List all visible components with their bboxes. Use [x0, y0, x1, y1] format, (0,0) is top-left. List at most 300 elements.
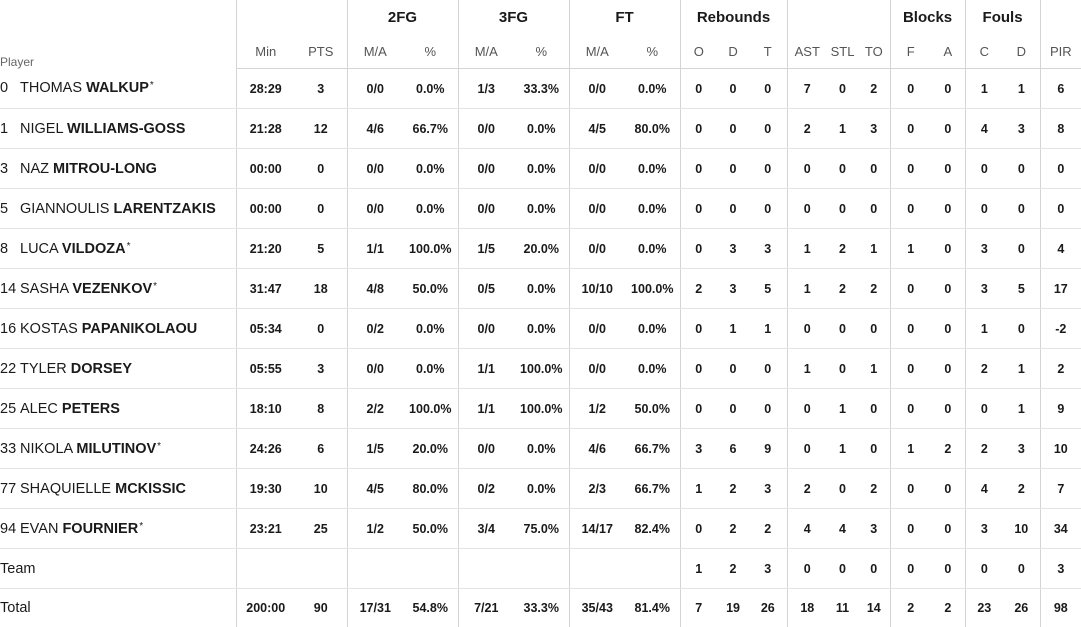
stat-blocks-against: 0 [931, 189, 965, 229]
fg3-group-header: 3FG [458, 0, 569, 34]
player-number: 0 [0, 80, 20, 96]
stat-pir: 7 [1040, 469, 1081, 509]
player-row[interactable] [0, 189, 1081, 229]
stat-ast: 1 [787, 349, 827, 389]
stat-fg2-ma: 0/0 [347, 69, 403, 109]
starter-marker: * [153, 281, 157, 292]
ft-group-header: FT [569, 0, 680, 34]
blocks-for-header[interactable]: F [890, 34, 931, 69]
total-ast: 18 [787, 589, 827, 627]
team-ft-ma [569, 549, 625, 589]
player-name-cell[interactable] [0, 109, 236, 149]
stat-min: 24:26 [236, 429, 295, 469]
stat-fouls-committed: 0 [965, 389, 1003, 429]
stat-off-reb: 0 [680, 149, 717, 189]
player-row[interactable] [0, 509, 1081, 549]
stat-pir: 8 [1040, 109, 1081, 149]
team-fg3-pct [514, 549, 569, 589]
player-number: 25 [0, 401, 20, 417]
stat-fg2-pct: 50.0% [403, 509, 458, 549]
stat-fouls-committed: 1 [965, 309, 1003, 349]
player-last-name[interactable]: MITROU-LONG [53, 161, 157, 177]
total-tot-reb: 26 [749, 589, 787, 627]
pir-group [1040, 0, 1081, 34]
total-blocks-for: 2 [890, 589, 931, 627]
stat-def-reb: 2 [717, 469, 749, 509]
stat-pir: 6 [1040, 69, 1081, 109]
stat-pir: 4 [1040, 229, 1081, 269]
team-fouls-drawn: 0 [1003, 549, 1040, 589]
stat-def-reb: 2 [717, 509, 749, 549]
stat-off-reb: 0 [680, 189, 717, 229]
starter-marker: * [157, 441, 161, 452]
team-min [236, 549, 295, 589]
stat-blocks-for: 0 [890, 389, 931, 429]
player-column-header[interactable]: Player [0, 0, 236, 69]
stat-to: 0 [858, 149, 890, 189]
stat-off-reb: 0 [680, 389, 717, 429]
player-name-cell[interactable] [0, 349, 236, 389]
fg3-pct-header[interactable]: % [514, 34, 569, 69]
stat-ast: 0 [787, 309, 827, 349]
player-name-cell[interactable] [0, 389, 236, 429]
stat-blocks-against: 0 [931, 149, 965, 189]
stat-ft-ma: 4/6 [569, 429, 625, 469]
stat-tot-reb: 0 [749, 149, 787, 189]
player-first-name: TYLER [20, 361, 67, 377]
stat-fouls-committed: 3 [965, 229, 1003, 269]
stat-fg3-pct: 100.0% [514, 389, 569, 429]
stat-pir: 0 [1040, 189, 1081, 229]
stat-blocks-for: 0 [890, 469, 931, 509]
stat-ft-pct: 0.0% [625, 349, 680, 389]
stat-def-reb: 0 [717, 69, 749, 109]
team-stl: 0 [827, 549, 858, 589]
fouls-group-header: Fouls [965, 0, 1040, 34]
stat-blocks-for: 0 [890, 189, 931, 229]
stat-ft-ma: 0/0 [569, 189, 625, 229]
stat-blocks-for: 0 [890, 349, 931, 389]
player-first-name: THOMAS [20, 80, 82, 96]
stat-fg3-pct: 0.0% [514, 109, 569, 149]
stat-min: 23:21 [236, 509, 295, 549]
stat-min: 28:29 [236, 69, 295, 109]
stat-fouls-committed: 2 [965, 429, 1003, 469]
stat-ft-pct: 0.0% [625, 229, 680, 269]
stat-blocks-against: 0 [931, 309, 965, 349]
stat-pts: 3 [295, 349, 347, 389]
stat-off-reb: 0 [680, 109, 717, 149]
stat-fg3-ma: 1/1 [458, 389, 514, 429]
stat-pts: 3 [295, 69, 347, 109]
stat-fg2-pct: 20.0% [403, 429, 458, 469]
starter-marker: * [139, 521, 143, 532]
team-blocks-for: 0 [890, 549, 931, 589]
stat-fg3-pct: 0.0% [514, 269, 569, 309]
stat-fg3-pct: 0.0% [514, 189, 569, 229]
min-header[interactable]: Min [236, 34, 295, 69]
stat-fg3-pct: 0.0% [514, 309, 569, 349]
team-fouls-committed: 0 [965, 549, 1003, 589]
stat-stl: 0 [827, 149, 858, 189]
stat-to: 2 [858, 469, 890, 509]
total-fouls-drawn: 26 [1003, 589, 1040, 627]
player-last-name[interactable]: MCKISSIC [115, 481, 186, 497]
stat-def-reb: 0 [717, 349, 749, 389]
stat-off-reb: 1 [680, 469, 717, 509]
stat-min: 19:30 [236, 469, 295, 509]
stat-pts: 8 [295, 389, 347, 429]
stat-fg3-pct: 33.3% [514, 69, 569, 109]
player-number: 22 [0, 361, 20, 377]
fouls-drawn-header[interactable]: D [1003, 34, 1040, 69]
ast-header[interactable]: AST [787, 34, 827, 69]
stat-off-reb: 3 [680, 429, 717, 469]
player-first-name: NIGEL [20, 121, 63, 137]
player-row[interactable] [0, 349, 1081, 389]
stat-ft-ma: 2/3 [569, 469, 625, 509]
stat-fouls-drawn: 1 [1003, 349, 1040, 389]
player-last-name[interactable]: VEZENKOV [72, 281, 152, 297]
fg2-group-header: 2FG [347, 0, 458, 34]
stat-to: 1 [858, 349, 890, 389]
total-row [0, 589, 1081, 627]
stat-fg3-pct: 0.0% [514, 149, 569, 189]
stat-ft-ma: 0/0 [569, 149, 625, 189]
stat-fouls-drawn: 0 [1003, 189, 1040, 229]
stat-ast: 2 [787, 109, 827, 149]
stat-def-reb: 0 [717, 389, 749, 429]
player-row[interactable] [0, 309, 1081, 349]
player-number: 5 [0, 201, 20, 217]
stat-fg2-pct: 100.0% [403, 229, 458, 269]
stat-pir: 10 [1040, 429, 1081, 469]
minutes-points-group [236, 0, 347, 34]
team-fg2-ma [347, 549, 403, 589]
ft-ma-header[interactable]: M/A [569, 34, 625, 69]
to-header[interactable]: TO [858, 34, 890, 69]
player-name-cell[interactable] [0, 269, 236, 309]
team-pts [295, 549, 347, 589]
stat-fg3-ma: 1/3 [458, 69, 514, 109]
stat-blocks-against: 0 [931, 109, 965, 149]
stat-tot-reb: 0 [749, 189, 787, 229]
stat-min: 31:47 [236, 269, 295, 309]
total-to: 14 [858, 589, 890, 627]
blocks-against-header[interactable]: A [931, 34, 965, 69]
player-last-name[interactable]: PAPANIKOLAOU [82, 321, 197, 337]
stat-fg2-ma: 1/5 [347, 429, 403, 469]
stat-fg2-pct: 80.0% [403, 469, 458, 509]
blocks-group-header: Blocks [890, 0, 965, 34]
player-row[interactable] [0, 149, 1081, 189]
stat-def-reb: 3 [717, 229, 749, 269]
stat-blocks-against: 0 [931, 469, 965, 509]
stat-fouls-drawn: 0 [1003, 229, 1040, 269]
player-first-name: SASHA [20, 281, 68, 297]
stat-pir: 9 [1040, 389, 1081, 429]
player-first-name: GIANNOULIS [20, 201, 109, 217]
player-name-cell[interactable] [0, 69, 236, 109]
stat-fg2-pct: 66.7% [403, 109, 458, 149]
stat-pir: 34 [1040, 509, 1081, 549]
stat-blocks-for: 0 [890, 309, 931, 349]
player-row[interactable] [0, 429, 1081, 469]
player-last-name[interactable]: FOURNIER [62, 521, 138, 537]
player-last-name[interactable]: DORSEY [71, 361, 132, 377]
stat-fouls-drawn: 3 [1003, 429, 1040, 469]
stat-def-reb: 6 [717, 429, 749, 469]
stat-fg2-ma: 2/2 [347, 389, 403, 429]
player-row[interactable] [0, 69, 1081, 109]
stat-fg3-pct: 0.0% [514, 469, 569, 509]
stat-blocks-for: 1 [890, 229, 931, 269]
player-first-name: LUCA [20, 241, 58, 257]
stat-fg3-pct: 20.0% [514, 229, 569, 269]
stat-pts: 0 [295, 309, 347, 349]
player-name-cell[interactable] [0, 429, 236, 469]
stat-fouls-drawn: 3 [1003, 109, 1040, 149]
stat-stl: 2 [827, 229, 858, 269]
player-last-name[interactable]: VILDOZA [62, 241, 126, 257]
stat-tot-reb: 0 [749, 349, 787, 389]
stat-blocks-for: 0 [890, 149, 931, 189]
total-fouls-committed: 23 [965, 589, 1003, 627]
stat-pir: 0 [1040, 149, 1081, 189]
stat-stl: 0 [827, 309, 858, 349]
stat-ft-pct: 100.0% [625, 269, 680, 309]
player-first-name: ALEC [20, 401, 58, 417]
total-pts: 90 [295, 589, 347, 627]
stat-ast: 1 [787, 269, 827, 309]
stat-ft-ma: 0/0 [569, 229, 625, 269]
player-last-name[interactable]: WILLIAMS-GOSS [67, 121, 185, 137]
stat-tot-reb: 2 [749, 509, 787, 549]
stat-fg2-ma: 1/1 [347, 229, 403, 269]
stat-fg2-pct: 0.0% [403, 309, 458, 349]
stat-ast: 1 [787, 229, 827, 269]
stat-off-reb: 2 [680, 269, 717, 309]
stat-ft-pct: 0.0% [625, 189, 680, 229]
player-first-name: KOSTAS [20, 321, 78, 337]
starter-marker: * [150, 80, 154, 91]
total-fg3-pct: 33.3% [514, 589, 569, 627]
stat-to: 3 [858, 109, 890, 149]
stat-fg3-ma: 0/2 [458, 469, 514, 509]
stat-blocks-against: 0 [931, 269, 965, 309]
stat-pts: 18 [295, 269, 347, 309]
stat-fg2-pct: 0.0% [403, 69, 458, 109]
player-last-name[interactable]: LARENTZAKIS [113, 201, 215, 217]
total-label: Total [0, 589, 236, 627]
player-last-name[interactable]: WALKUP [86, 80, 149, 96]
player-row[interactable] [0, 469, 1081, 509]
total-off-reb: 7 [680, 589, 717, 627]
stat-pts: 5 [295, 229, 347, 269]
stat-ft-pct: 82.4% [625, 509, 680, 549]
player-last-name[interactable]: MILUTINOV [76, 441, 156, 457]
stat-fg2-ma: 4/8 [347, 269, 403, 309]
stat-ast: 0 [787, 149, 827, 189]
stat-pts: 10 [295, 469, 347, 509]
stat-fg2-pct: 0.0% [403, 189, 458, 229]
stat-blocks-against: 0 [931, 229, 965, 269]
stat-tot-reb: 5 [749, 269, 787, 309]
def-reb-header[interactable]: D [717, 34, 749, 69]
stat-ft-pct: 0.0% [625, 309, 680, 349]
team-ast: 0 [787, 549, 827, 589]
stat-fouls-committed: 0 [965, 189, 1003, 229]
tot-reb-header[interactable]: T [749, 34, 787, 69]
stat-def-reb: 0 [717, 149, 749, 189]
stat-ft-ma: 1/2 [569, 389, 625, 429]
stat-blocks-against: 0 [931, 69, 965, 109]
team-to: 0 [858, 549, 890, 589]
stat-to: 0 [858, 429, 890, 469]
stat-fouls-drawn: 5 [1003, 269, 1040, 309]
stat-min: 00:00 [236, 189, 295, 229]
stat-ast: 0 [787, 189, 827, 229]
stat-fg3-ma: 0/0 [458, 149, 514, 189]
player-number: 16 [0, 321, 20, 337]
stat-fouls-committed: 3 [965, 269, 1003, 309]
fouls-committed-header[interactable]: C [965, 34, 1003, 69]
stat-fg2-ma: 4/5 [347, 469, 403, 509]
stat-ft-pct: 66.7% [625, 469, 680, 509]
stat-fg3-ma: 1/5 [458, 229, 514, 269]
stat-stl: 0 [827, 189, 858, 229]
player-name-cell[interactable] [0, 149, 236, 189]
stat-fg3-pct: 75.0% [514, 509, 569, 549]
player-number: 33 [0, 441, 20, 457]
team-label: Team [0, 549, 236, 589]
stat-fg2-ma: 4/6 [347, 109, 403, 149]
pir-header[interactable]: PIR [1040, 34, 1081, 69]
stat-off-reb: 0 [680, 309, 717, 349]
total-pir: 98 [1040, 589, 1081, 627]
stat-tot-reb: 0 [749, 109, 787, 149]
stat-to: 1 [858, 229, 890, 269]
stat-tot-reb: 9 [749, 429, 787, 469]
total-fg2-ma: 17/31 [347, 589, 403, 627]
stat-pts: 0 [295, 189, 347, 229]
fg2-pct-header[interactable]: % [403, 34, 458, 69]
stat-stl: 4 [827, 509, 858, 549]
fg2-ma-header[interactable]: M/A [347, 34, 403, 69]
player-row[interactable] [0, 269, 1081, 309]
player-name-cell[interactable] [0, 229, 236, 269]
stat-blocks-against: 0 [931, 349, 965, 389]
total-ft-pct: 81.4% [625, 589, 680, 627]
player-number: 3 [0, 161, 20, 177]
player-row[interactable] [0, 109, 1081, 149]
stat-stl: 2 [827, 269, 858, 309]
stat-min: 00:00 [236, 149, 295, 189]
stat-fg3-pct: 100.0% [514, 349, 569, 389]
player-row[interactable] [0, 229, 1081, 269]
stat-fouls-committed: 4 [965, 469, 1003, 509]
stat-pts: 6 [295, 429, 347, 469]
stat-pts: 0 [295, 149, 347, 189]
stat-ast: 2 [787, 469, 827, 509]
stat-to: 2 [858, 69, 890, 109]
stat-ft-ma: 14/17 [569, 509, 625, 549]
stat-ast: 0 [787, 389, 827, 429]
stat-blocks-against: 0 [931, 509, 965, 549]
stat-pts: 25 [295, 509, 347, 549]
team-off-reb: 1 [680, 549, 717, 589]
stat-to: 0 [858, 189, 890, 229]
stat-stl: 1 [827, 429, 858, 469]
player-name-cell[interactable] [0, 469, 236, 509]
ft-pct-header[interactable]: % [625, 34, 680, 69]
stat-fouls-drawn: 1 [1003, 69, 1040, 109]
stat-fg2-ma: 0/0 [347, 349, 403, 389]
stat-fouls-drawn: 2 [1003, 469, 1040, 509]
player-last-name[interactable]: PETERS [62, 401, 120, 417]
team-tot-reb: 3 [749, 549, 787, 589]
stat-fouls-committed: 1 [965, 69, 1003, 109]
player-number: 8 [0, 241, 20, 257]
stat-fg2-pct: 0.0% [403, 149, 458, 189]
stl-header[interactable]: STL [827, 34, 858, 69]
stat-tot-reb: 0 [749, 389, 787, 429]
team-pir: 3 [1040, 549, 1081, 589]
off-reb-header[interactable]: O [680, 34, 717, 69]
pts-header[interactable]: PTS [295, 34, 347, 69]
stat-stl: 0 [827, 69, 858, 109]
stat-blocks-for: 0 [890, 109, 931, 149]
stat-blocks-for: 1 [890, 429, 931, 469]
stat-stl: 0 [827, 469, 858, 509]
stat-fg2-pct: 100.0% [403, 389, 458, 429]
total-stl: 11 [827, 589, 858, 627]
stat-ft-ma: 0/0 [569, 309, 625, 349]
stat-ft-pct: 50.0% [625, 389, 680, 429]
stat-fg2-ma: 1/2 [347, 509, 403, 549]
stat-stl: 0 [827, 349, 858, 389]
team-def-reb: 2 [717, 549, 749, 589]
player-row[interactable] [0, 389, 1081, 429]
player-number: 77 [0, 481, 20, 497]
stat-blocks-against: 0 [931, 389, 965, 429]
stat-blocks-for: 0 [890, 269, 931, 309]
stat-def-reb: 1 [717, 309, 749, 349]
stat-ft-pct: 0.0% [625, 149, 680, 189]
stat-fg3-ma: 0/5 [458, 269, 514, 309]
stat-ft-ma: 0/0 [569, 349, 625, 389]
total-def-reb: 19 [717, 589, 749, 627]
total-fg3-ma: 7/21 [458, 589, 514, 627]
stat-fouls-committed: 3 [965, 509, 1003, 549]
fg3-ma-header[interactable]: M/A [458, 34, 514, 69]
rebounds-group-header: Rebounds [680, 0, 787, 34]
stat-fouls-drawn: 10 [1003, 509, 1040, 549]
player-name-cell[interactable] [0, 189, 236, 229]
stat-fg3-ma: 3/4 [458, 509, 514, 549]
stat-ast: 0 [787, 429, 827, 469]
player-first-name: NAZ [20, 161, 49, 177]
player-name-cell[interactable] [0, 309, 236, 349]
stat-pir: 2 [1040, 349, 1081, 389]
player-name-cell[interactable] [0, 509, 236, 549]
stat-ft-ma: 0/0 [569, 69, 625, 109]
stat-fg2-ma: 0/2 [347, 309, 403, 349]
team-fg2-pct [403, 549, 458, 589]
player-number: 94 [0, 521, 20, 537]
stat-ft-ma: 10/10 [569, 269, 625, 309]
stat-to: 0 [858, 309, 890, 349]
